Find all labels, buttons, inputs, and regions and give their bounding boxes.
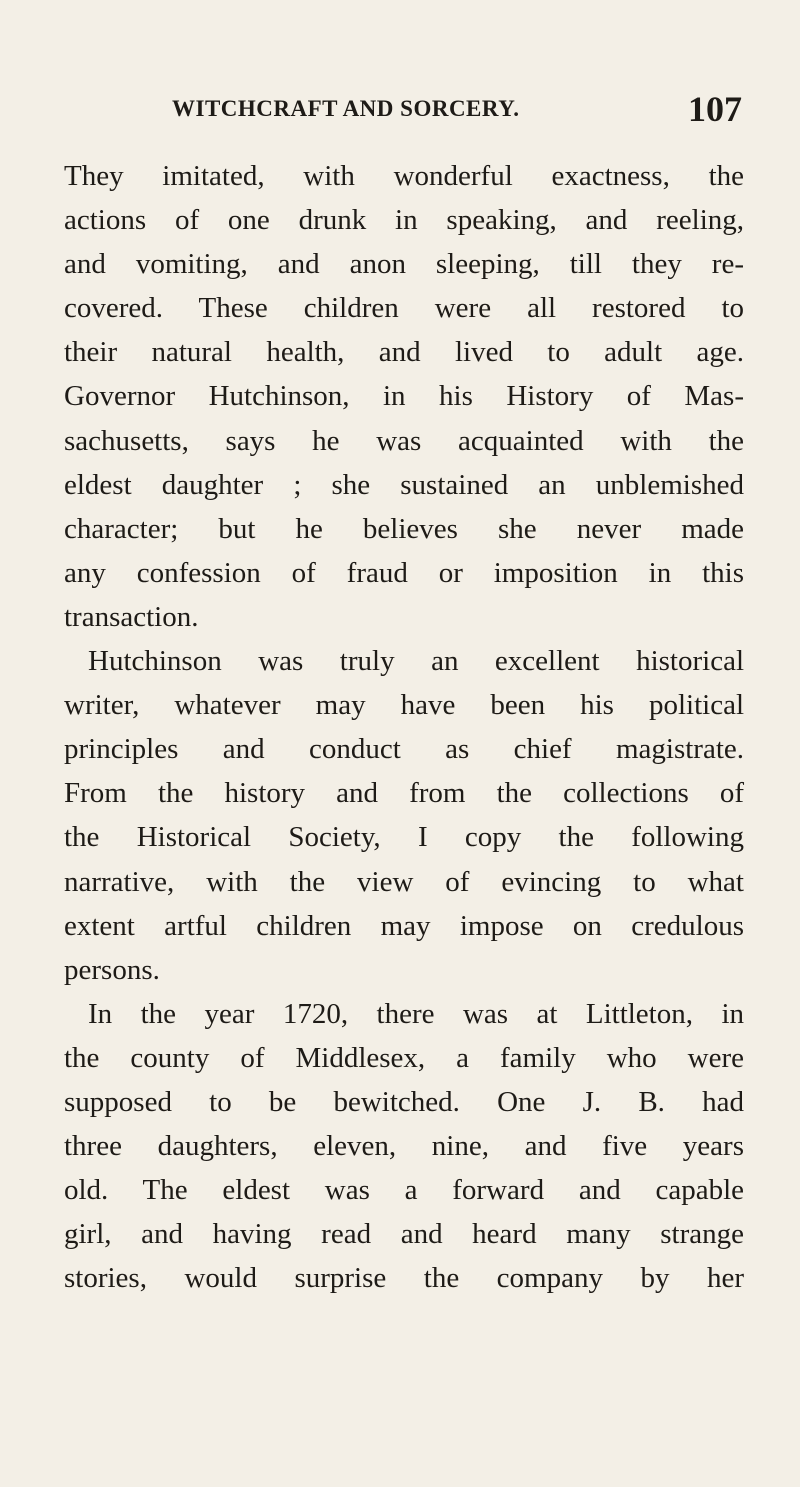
text-line: stories, would surprise the company by her (64, 1262, 744, 1295)
text-line: the county of Middlesex, a family who were (64, 1041, 744, 1074)
text-line: old. The eldest was a forward and capable (64, 1174, 744, 1207)
body-text (64, 154, 744, 1300)
paragraph-start-line: In the year 1720, there was at Littleton, in (88, 997, 744, 1030)
text-line: narrative, with the view of evincing to what (64, 865, 744, 898)
text-line: three daughters, eleven, nine, and five years (64, 1130, 744, 1163)
text-line: actions of one drunk in speaking, and reeling, (64, 204, 744, 237)
text-line: covered. These children were all restored to (64, 292, 744, 325)
text-line: From the history and from the collections of (64, 777, 744, 810)
paragraph-start-line: Hutchinson was truly an excellent historical (88, 645, 744, 678)
text-line: eldest daughter ; she sustained an unblemished (64, 468, 744, 501)
text-line: transaction. (64, 600, 199, 633)
text-line: character; but he believes she never made (64, 512, 744, 545)
text-line: writer, whatever may have been his political (64, 689, 744, 722)
running-head-title: WITCHCRAFT AND SORCERY. (172, 96, 520, 121)
text-line: girl, and having read and heard many strange (64, 1218, 744, 1251)
text-line: their natural health, and lived to adult age. (64, 336, 744, 369)
text-line: and vomiting, and anon sleeping, till they re- (64, 248, 744, 281)
text-line: the Historical Society, I copy the following (64, 821, 744, 854)
text-line: They imitated, with wonderful exactness, the (64, 160, 744, 192)
text-line: supposed to be bewitched. One J. B. had (64, 1085, 744, 1118)
text-line: principles and conduct as chief magistrate. (64, 733, 744, 766)
text-line: persons. (64, 953, 160, 986)
text-line: sachusetts, says he was acquainted with the (64, 424, 744, 457)
text-line: extent artful children may impose on credulous (64, 909, 744, 942)
text-line: Governor Hutchinson, in his History of Mas- (64, 380, 744, 413)
running-head (172, 88, 742, 132)
text-line: any confession of fraud or imposition in this (64, 556, 744, 589)
page-number: 107 (688, 89, 742, 129)
